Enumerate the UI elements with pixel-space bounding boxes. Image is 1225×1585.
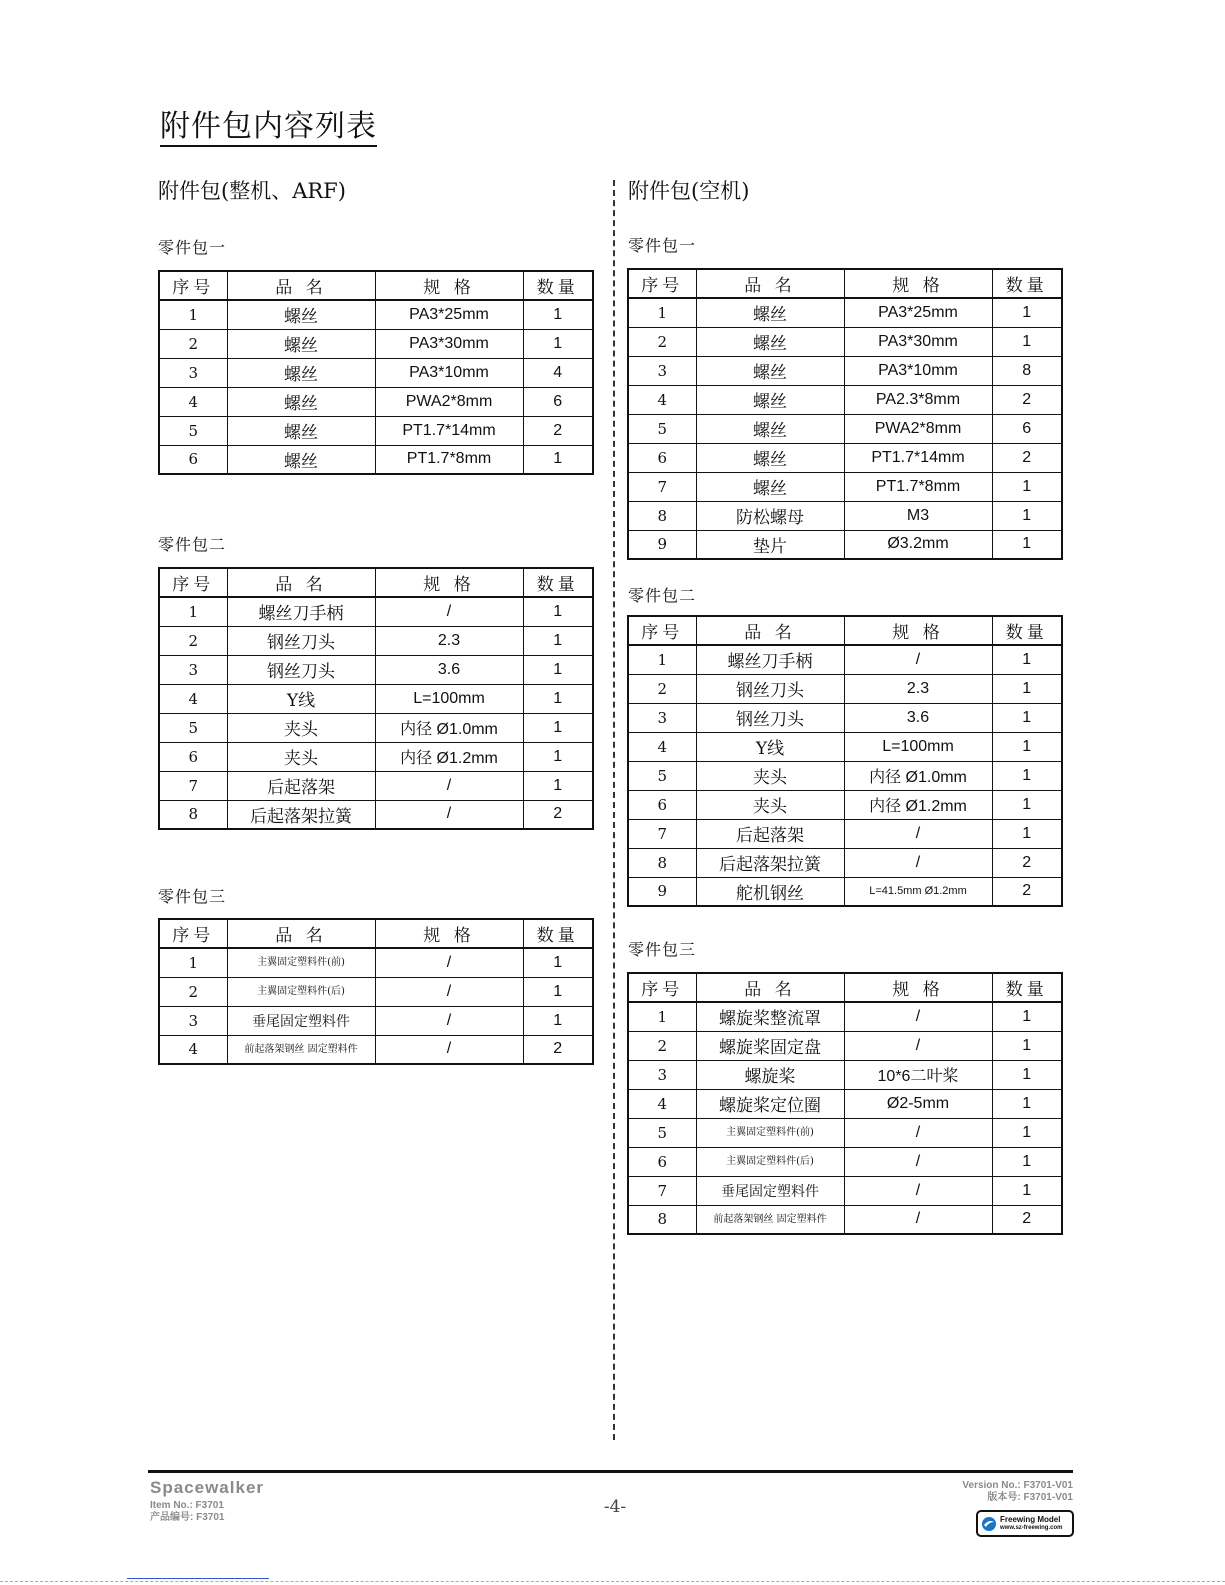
row-name: 后起落架拉簧	[227, 800, 375, 829]
row-no: 2	[159, 977, 227, 1006]
table-row	[628, 1002, 1062, 1031]
table-row	[159, 742, 593, 771]
table-row	[159, 387, 593, 416]
table-row	[628, 501, 1062, 530]
row-qty: 2	[992, 848, 1062, 877]
row-qty: 2	[992, 1205, 1062, 1234]
header-qty: 数量	[523, 568, 593, 597]
row-name: 夹头	[227, 713, 375, 742]
header-spec: 规 格	[375, 919, 523, 948]
row-qty: 1	[523, 742, 593, 771]
row-no: 8	[159, 800, 227, 829]
left-section-1-title: 零件包一	[158, 238, 227, 257]
row-qty: 1	[992, 1002, 1062, 1031]
table-row	[628, 530, 1062, 559]
column-divider	[613, 180, 615, 1440]
table-row	[628, 1060, 1062, 1089]
footer-version	[962, 1480, 1073, 1504]
row-no: 3	[628, 703, 696, 732]
row-name: 螺旋桨定位圈	[696, 1089, 844, 1118]
header-spec: 规 格	[844, 616, 992, 645]
table-header-row	[159, 919, 593, 948]
row-name: 防松螺母	[696, 501, 844, 530]
page-bottom-edge	[0, 1581, 1225, 1582]
table-row	[628, 877, 1062, 906]
right-section-2-title: 零件包二	[628, 586, 697, 605]
row-name: 螺丝刀手柄	[696, 645, 844, 674]
table-row	[628, 1147, 1062, 1176]
row-spec: PWA2*8mm	[375, 387, 523, 416]
row-no: 1	[628, 298, 696, 327]
row-spec: /	[375, 977, 523, 1006]
row-spec: /	[844, 848, 992, 877]
table-row	[628, 645, 1062, 674]
footer-brand: Spacewalker	[150, 1478, 265, 1497]
row-spec: /	[375, 948, 523, 977]
row-qty: 1	[523, 771, 593, 800]
row-spec: /	[375, 597, 523, 626]
row-no: 4	[159, 387, 227, 416]
row-no: 2	[159, 626, 227, 655]
header-name: 品 名	[227, 568, 375, 597]
row-qty: 6	[992, 414, 1062, 443]
row-name: 舵机钢丝	[696, 877, 844, 906]
table-row	[628, 356, 1062, 385]
table-row	[159, 713, 593, 742]
row-name: 主翼固定塑料件(前)	[696, 1118, 844, 1147]
row-spec: PA2.3*8mm	[844, 385, 992, 414]
row-no: 3	[159, 655, 227, 684]
row-spec: 内径 Ø1.2mm	[844, 790, 992, 819]
row-spec: /	[844, 1118, 992, 1147]
row-spec: /	[844, 1205, 992, 1234]
row-no: 8	[628, 848, 696, 877]
row-name: 垂尾固定塑料件	[696, 1176, 844, 1205]
row-spec: /	[844, 1031, 992, 1060]
row-no: 7	[628, 472, 696, 501]
left-parts-table-2	[158, 567, 594, 830]
row-qty: 1	[992, 645, 1062, 674]
row-qty: 1	[523, 1006, 593, 1035]
row-spec: L=100mm	[375, 684, 523, 713]
header-qty: 数量	[523, 271, 593, 300]
row-spec: 3.6	[375, 655, 523, 684]
row-no: 9	[628, 530, 696, 559]
row-qty: 2	[992, 443, 1062, 472]
row-qty: 1	[523, 597, 593, 626]
header-spec: 规 格	[844, 973, 992, 1002]
row-no: 1	[628, 645, 696, 674]
left-column-title: 附件包(整机、ARF)	[158, 179, 346, 203]
row-spec: L=100mm	[844, 732, 992, 761]
row-no: 2	[628, 327, 696, 356]
row-qty: 1	[992, 819, 1062, 848]
table-row	[159, 771, 593, 800]
row-name: 螺旋桨固定盘	[696, 1031, 844, 1060]
row-no: 6	[628, 443, 696, 472]
row-spec: PWA2*8mm	[844, 414, 992, 443]
row-qty: 1	[992, 1118, 1062, 1147]
row-qty: 1	[992, 530, 1062, 559]
row-qty: 1	[523, 445, 593, 474]
table-row	[159, 655, 593, 684]
table-row	[628, 443, 1062, 472]
table-header-row	[159, 568, 593, 597]
row-name: 主翼固定塑料件(后)	[227, 977, 375, 1006]
row-no: 1	[628, 1002, 696, 1031]
row-name: 螺丝	[696, 472, 844, 501]
table-row	[628, 1031, 1062, 1060]
row-no: 3	[159, 358, 227, 387]
row-name: 螺丝	[696, 385, 844, 414]
row-qty: 2	[523, 1035, 593, 1064]
row-name: 后起落架	[227, 771, 375, 800]
row-name: 垂尾固定塑料件	[227, 1006, 375, 1035]
row-qty: 1	[992, 761, 1062, 790]
row-name: 螺丝	[227, 329, 375, 358]
row-no: 9	[628, 877, 696, 906]
left-section-2-title: 零件包二	[158, 535, 227, 554]
footer-item-numbers	[150, 1500, 224, 1524]
row-name: 螺丝	[227, 300, 375, 329]
header-name: 品 名	[696, 269, 844, 298]
row-no: 6	[628, 790, 696, 819]
row-name: 后起落架拉簧	[696, 848, 844, 877]
row-spec: L=41.5mm Ø1.2mm	[844, 877, 992, 906]
right-parts-table-3	[627, 972, 1063, 1235]
table-row	[628, 327, 1062, 356]
header-spec: 规 格	[375, 568, 523, 597]
row-no: 5	[628, 414, 696, 443]
row-name: 螺丝	[696, 327, 844, 356]
freewing-logo	[976, 1510, 1074, 1537]
row-no: 7	[628, 819, 696, 848]
row-no: 1	[159, 597, 227, 626]
row-name: 夹头	[696, 761, 844, 790]
row-spec: PA3*25mm	[375, 300, 523, 329]
row-spec: 内径 Ø1.0mm	[844, 761, 992, 790]
row-no: 5	[628, 761, 696, 790]
row-qty: 1	[992, 298, 1062, 327]
table-row	[159, 358, 593, 387]
row-qty: 1	[523, 684, 593, 713]
table-row	[628, 472, 1062, 501]
row-spec: /	[375, 1006, 523, 1035]
product-number: 产品编号: F3701	[150, 1512, 225, 1523]
row-no: 3	[628, 356, 696, 385]
row-no: 2	[628, 1031, 696, 1060]
row-name: 垫片	[696, 530, 844, 559]
row-spec: 2.3	[844, 674, 992, 703]
header-name: 品 名	[696, 973, 844, 1002]
row-name: 钢丝刀头	[696, 674, 844, 703]
row-spec: PA3*30mm	[844, 327, 992, 356]
row-name: 钢丝刀头	[227, 626, 375, 655]
row-name: Y线	[696, 732, 844, 761]
row-name: 前起落架钢丝 固定塑料件	[227, 1035, 375, 1064]
table-row	[159, 684, 593, 713]
right-section-3-title: 零件包三	[628, 940, 697, 959]
row-qty: 1	[992, 472, 1062, 501]
table-row	[628, 1089, 1062, 1118]
header-no: 序号	[159, 919, 227, 948]
row-no: 4	[628, 1089, 696, 1118]
row-spec: /	[844, 1147, 992, 1176]
row-spec: 内径 Ø1.0mm	[375, 713, 523, 742]
footer-rule	[148, 1470, 1073, 1473]
table-row	[628, 385, 1062, 414]
table-row	[159, 1006, 593, 1035]
row-spec: 内径 Ø1.2mm	[375, 742, 523, 771]
right-column-title: 附件包(空机)	[628, 179, 750, 203]
left-parts-table-1	[158, 270, 594, 475]
row-no: 1	[159, 948, 227, 977]
version-number-en: Version No.: F3701-V01	[962, 1480, 1073, 1491]
row-qty: 1	[992, 1147, 1062, 1176]
right-parts-table-2	[627, 615, 1063, 907]
row-qty: 1	[523, 977, 593, 1006]
row-name: Y线	[227, 684, 375, 713]
header-qty: 数量	[992, 616, 1062, 645]
row-qty: 1	[992, 501, 1062, 530]
table-row	[159, 445, 593, 474]
row-spec: Ø2-5mm	[844, 1089, 992, 1118]
table-row	[159, 416, 593, 445]
table-row	[628, 848, 1062, 877]
table-row	[628, 819, 1062, 848]
header-no: 序号	[628, 616, 696, 645]
row-qty: 8	[992, 356, 1062, 385]
table-header-row	[159, 271, 593, 300]
row-name: 螺丝	[227, 387, 375, 416]
table-row	[628, 761, 1062, 790]
table-row	[628, 674, 1062, 703]
row-no: 6	[628, 1147, 696, 1176]
row-spec: /	[844, 1176, 992, 1205]
row-qty: 1	[523, 713, 593, 742]
header-qty: 数量	[523, 919, 593, 948]
row-name: 螺丝	[227, 416, 375, 445]
row-qty: 2	[523, 800, 593, 829]
row-spec: 10*6二叶桨	[844, 1060, 992, 1089]
page-title: 附件包内容列表	[160, 110, 377, 147]
row-no: 4	[628, 732, 696, 761]
row-spec: PT1.7*8mm	[844, 472, 992, 501]
row-qty: 1	[523, 300, 593, 329]
header-name: 品 名	[227, 919, 375, 948]
right-parts-table-1	[627, 268, 1063, 560]
version-number-cn: 版本号: F3701-V01	[987, 1492, 1073, 1503]
row-spec: PT1.7*14mm	[375, 416, 523, 445]
row-qty: 4	[523, 358, 593, 387]
header-spec: 规 格	[844, 269, 992, 298]
row-name: 螺丝	[696, 356, 844, 385]
row-spec: /	[375, 771, 523, 800]
table-row	[159, 948, 593, 977]
row-qty: 1	[523, 948, 593, 977]
row-qty: 1	[992, 790, 1062, 819]
row-spec: PT1.7*14mm	[844, 443, 992, 472]
table-row	[159, 977, 593, 1006]
header-qty: 数量	[992, 973, 1062, 1002]
item-number: Item No.: F3701	[150, 1500, 224, 1511]
left-section-3-title: 零件包三	[158, 887, 227, 906]
table-header-row	[628, 616, 1062, 645]
row-spec: PT1.7*8mm	[375, 445, 523, 474]
row-qty: 1	[992, 1176, 1062, 1205]
table-row	[628, 703, 1062, 732]
table-row	[159, 800, 593, 829]
row-no: 4	[159, 1035, 227, 1064]
row-spec: Ø3.2mm	[844, 530, 992, 559]
row-no: 7	[628, 1176, 696, 1205]
table-row	[628, 1118, 1062, 1147]
right-section-1-title: 零件包一	[628, 236, 697, 255]
row-name: 前起落架钢丝 固定塑料件	[696, 1205, 844, 1234]
row-name: 螺丝	[696, 298, 844, 327]
row-name: 螺丝刀手柄	[227, 597, 375, 626]
row-spec: /	[844, 819, 992, 848]
row-qty: 2	[992, 385, 1062, 414]
row-spec: /	[375, 800, 523, 829]
row-name: 主翼固定塑料件(前)	[227, 948, 375, 977]
row-name: 钢丝刀头	[227, 655, 375, 684]
row-no: 8	[628, 501, 696, 530]
row-name: 后起落架	[696, 819, 844, 848]
row-name: 钢丝刀头	[696, 703, 844, 732]
table-row	[628, 1176, 1062, 1205]
table-row	[159, 626, 593, 655]
row-qty: 1	[992, 1089, 1062, 1118]
row-spec: /	[844, 645, 992, 674]
header-no: 序号	[159, 568, 227, 597]
row-name: 螺丝	[696, 443, 844, 472]
page-bottom-link-line	[127, 1578, 269, 1579]
table-row	[159, 1035, 593, 1064]
row-name: 螺旋桨	[696, 1060, 844, 1089]
row-no: 6	[159, 445, 227, 474]
header-qty: 数量	[992, 269, 1062, 298]
row-spec: PA3*25mm	[844, 298, 992, 327]
row-no: 4	[628, 385, 696, 414]
table-row	[159, 597, 593, 626]
table-row	[628, 790, 1062, 819]
row-qty: 2	[992, 877, 1062, 906]
table-row	[628, 414, 1062, 443]
row-no: 4	[159, 684, 227, 713]
row-spec: PA3*10mm	[844, 356, 992, 385]
row-no: 5	[159, 416, 227, 445]
row-no: 1	[159, 300, 227, 329]
row-qty: 1	[992, 1060, 1062, 1089]
row-no: 7	[159, 771, 227, 800]
row-name: 螺丝	[227, 358, 375, 387]
header-spec: 规 格	[375, 271, 523, 300]
row-qty: 1	[992, 1031, 1062, 1060]
header-no: 序号	[159, 271, 227, 300]
row-spec: M3	[844, 501, 992, 530]
row-qty: 1	[992, 327, 1062, 356]
row-name: 螺丝	[696, 414, 844, 443]
row-name: 主翼固定塑料件(后)	[696, 1147, 844, 1176]
row-qty: 1	[523, 655, 593, 684]
row-spec: 2.3	[375, 626, 523, 655]
header-name: 品 名	[227, 271, 375, 300]
row-name: 夹头	[696, 790, 844, 819]
row-name: 螺丝	[227, 445, 375, 474]
freewing-wing-icon	[981, 1516, 997, 1532]
row-name: 夹头	[227, 742, 375, 771]
row-spec: PA3*30mm	[375, 329, 523, 358]
row-spec: 3.6	[844, 703, 992, 732]
row-no: 3	[628, 1060, 696, 1089]
row-no: 8	[628, 1205, 696, 1234]
table-row	[628, 732, 1062, 761]
header-name: 品 名	[696, 616, 844, 645]
row-no: 5	[159, 713, 227, 742]
row-qty: 1	[523, 626, 593, 655]
page-number: -4-	[603, 1497, 627, 1517]
left-parts-table-3	[158, 918, 594, 1065]
row-no: 5	[628, 1118, 696, 1147]
row-name: 螺旋桨整流罩	[696, 1002, 844, 1031]
row-qty: 6	[523, 387, 593, 416]
row-no: 3	[159, 1006, 227, 1035]
logo-url: www.sz-freewing.com	[1000, 1524, 1063, 1531]
row-qty: 1	[523, 329, 593, 358]
table-row	[159, 300, 593, 329]
row-spec: /	[844, 1002, 992, 1031]
logo-name: Freewing Model	[1000, 1514, 1061, 1524]
table-row	[159, 329, 593, 358]
row-qty: 1	[992, 674, 1062, 703]
table-header-row	[628, 269, 1062, 298]
row-no: 2	[628, 674, 696, 703]
row-no: 2	[159, 329, 227, 358]
table-row	[628, 298, 1062, 327]
row-qty: 1	[992, 732, 1062, 761]
row-spec: /	[375, 1035, 523, 1064]
header-no: 序号	[628, 973, 696, 1002]
row-spec: PA3*10mm	[375, 358, 523, 387]
row-qty: 2	[523, 416, 593, 445]
table-header-row	[628, 973, 1062, 1002]
table-row	[628, 1205, 1062, 1234]
row-no: 6	[159, 742, 227, 771]
header-no: 序号	[628, 269, 696, 298]
row-qty: 1	[992, 703, 1062, 732]
